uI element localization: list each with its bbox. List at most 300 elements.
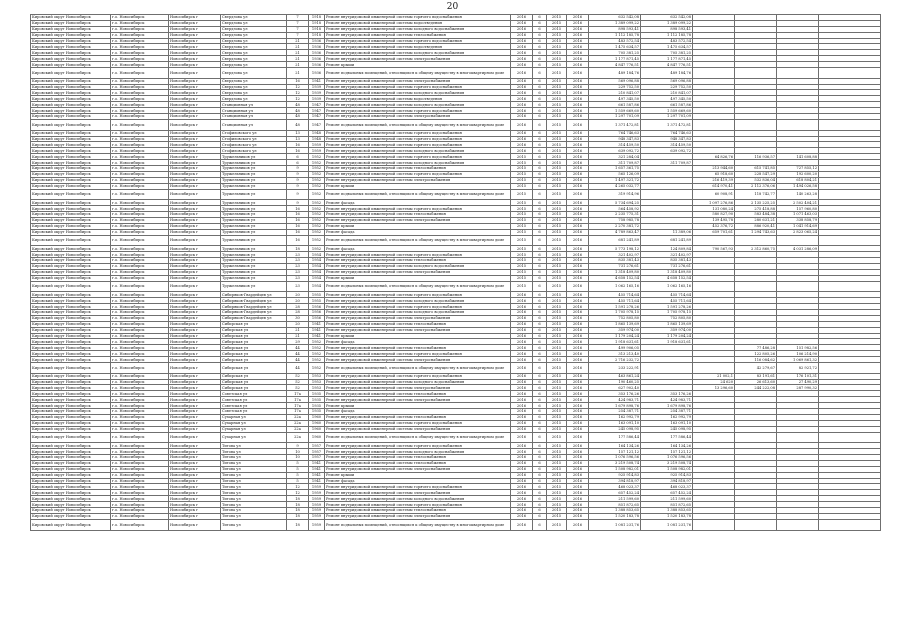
cell-municipality: г.о. Новосибирск <box>111 472 169 478</box>
cell-cost-c: 1 069 861,32 <box>777 357 819 363</box>
cell-start-year: 2015 <box>547 357 567 363</box>
cell-cost-total: 229 752,50 <box>589 84 641 90</box>
cell-start-year: 2015 <box>547 513 567 519</box>
cell-category: 6 <box>533 136 547 142</box>
cell-cost-total: 1 389 099,22 <box>589 20 641 26</box>
cell-work-type: Ремонт внутридомовой инженерной системы теплоснабжения <box>325 414 511 420</box>
cell-cost-total: 1 591 278,26 <box>589 304 641 310</box>
cell-settlement: Новосибирск г <box>169 345 221 351</box>
cell-end-year: 2016 <box>567 229 589 235</box>
cell-work-type: Ремонт фасада <box>325 229 511 235</box>
cell-work-type: Ремонт внутридомовой инженерной системы теплоснабжения <box>325 455 511 461</box>
cell-house-number: 16 <box>287 142 309 148</box>
cell-category: 6 <box>533 258 547 264</box>
cell-municipality: г.о. Новосибирск <box>111 519 169 530</box>
cell-municipality: г.о. Новосибирск <box>111 108 169 114</box>
cell-plan-year: 2015 <box>511 200 533 206</box>
cell-plan-year: 2016 <box>511 484 533 490</box>
cell-cost-total: 483 572,54 <box>589 38 641 44</box>
cell-municipality: г.о. Новосибирск <box>111 130 169 136</box>
cell-start-year: 2015 <box>547 449 567 455</box>
cell-cost-fund: 254 387,71 <box>641 409 693 415</box>
cell-plan-year: 2016 <box>511 20 533 26</box>
cell-end-year: 2016 <box>567 508 589 514</box>
cell-start-year: 2015 <box>547 252 567 258</box>
cell-settlement: Новосибирск г <box>169 96 221 102</box>
cell-municipality: г.о. Новосибирск <box>111 252 169 258</box>
cell-build-year: 1936 <box>309 68 325 79</box>
cell-street: Тружельников ул <box>221 165 287 171</box>
cell-house-number: 5 <box>287 460 309 466</box>
cell-street: Тружельников ул <box>221 171 287 177</box>
cell-category: 6 <box>533 443 547 449</box>
cell-municipality: г.о. Новосибирск <box>111 160 169 166</box>
cell-municipality: г.о. Новосибирск <box>111 96 169 102</box>
cell-start-year: 2015 <box>547 44 567 50</box>
cell-street: Тружельников ул <box>221 212 287 218</box>
cell-end-year: 2016 <box>567 403 589 409</box>
cell-cost-fund: 468 023,37 <box>641 484 693 490</box>
cell-category: 6 <box>533 102 547 108</box>
cell-cost-c <box>777 235 819 246</box>
cell-district: Кировский округ Новосибирск <box>31 519 111 530</box>
cell-end-year: 2016 <box>567 20 589 26</box>
cell-end-year: 2016 <box>567 217 589 223</box>
cell-street: Свердлова ул <box>221 26 287 32</box>
cell-municipality: г.о. Новосибирск <box>111 281 169 292</box>
cell-build-year: 1941 <box>309 333 325 339</box>
cell-municipality: г.о. Новосибирск <box>111 345 169 351</box>
cell-district: Кировский округ Новосибирск <box>31 432 111 443</box>
cell-cost-fund: 657 452,24 <box>641 490 693 496</box>
cell-category: 6 <box>533 460 547 466</box>
cell-build-year: 1960 <box>309 414 325 420</box>
cell-cost-total: 565 126,09 <box>589 171 641 177</box>
cell-cost-fund: 731 276,61 <box>641 263 693 269</box>
cell-cost-total: 4 789 863,47 <box>589 229 641 235</box>
cell-municipality: г.о. Новосибирск <box>111 263 169 269</box>
table-row <box>31 235 881 246</box>
cell-cost-b: 26 613,60 <box>735 379 777 385</box>
cell-district: Кировский округ Новосибирск <box>31 333 111 339</box>
cell-start-year: 2015 <box>547 508 567 514</box>
cell-work-type: Ремонт внутридомовой инженерной системы теплоснабжения <box>325 508 511 514</box>
cell-street: Титова ул <box>221 484 287 490</box>
cell-street: Тружельников ул <box>221 275 287 281</box>
cell-cost-a <box>693 281 735 292</box>
cell-district: Кировский округ Новосибирск <box>31 426 111 432</box>
cell-municipality: г.о. Новосибирск <box>111 490 169 496</box>
cell-municipality: г.о. Новосибирск <box>111 298 169 304</box>
cell-cost-total: 157 121,12 <box>589 449 641 455</box>
cell-end-year: 2016 <box>567 56 589 62</box>
cell-start-year: 2015 <box>547 362 567 373</box>
cell-house-number: 48 <box>287 108 309 114</box>
cell-street: Сибиряков-Гвардейцев ул <box>221 292 287 298</box>
cell-district: Кировский округ Новосибирск <box>31 472 111 478</box>
cell-start-year: 2015 <box>547 223 567 229</box>
cell-district: Кировский округ Новосибирск <box>31 130 111 136</box>
cell-category: 6 <box>533 275 547 281</box>
cell-house-number: 12 <box>287 84 309 90</box>
cell-plan-year: 2016 <box>511 472 533 478</box>
cell-build-year: 1935 <box>309 409 325 415</box>
cell-settlement: Новосибирск г <box>169 443 221 449</box>
cell-end-year: 2016 <box>567 32 589 38</box>
cell-settlement: Новосибирск г <box>169 154 221 160</box>
cell-work-type: Ремонт внутридомовой инженерной системы горячего водоснабжения <box>325 373 511 379</box>
cell-build-year: 1960 <box>309 420 325 426</box>
cell-cost-total: 5 734 694,25 <box>589 200 641 206</box>
cell-category: 6 <box>533 252 547 258</box>
cell-plan-year: 2015 <box>511 258 533 264</box>
cell-cost-total: 1 705 978,15 <box>589 309 641 315</box>
cell-house-number: 22а <box>287 420 309 426</box>
cell-plan-year: 2016 <box>511 38 533 44</box>
cell-build-year: 1952 <box>309 229 325 235</box>
cell-settlement: Новосибирск г <box>169 484 221 490</box>
cell-district: Кировский округ Новосибирск <box>31 321 111 327</box>
cell-district: Кировский округ Новосибирск <box>31 235 111 246</box>
cell-street: Свердлова ул <box>221 20 287 26</box>
cell-category: 6 <box>533 472 547 478</box>
cell-end-year: 2016 <box>567 263 589 269</box>
cell-settlement: Новосибирск г <box>169 26 221 32</box>
cell-settlement: Новосибирск г <box>169 189 221 200</box>
cell-category: 6 <box>533 108 547 114</box>
cell-house-number: 52 <box>287 379 309 385</box>
cell-cost-fund: 3 219 508,74 <box>641 460 693 466</box>
cell-cost-total: 2 270 381,72 <box>589 223 641 229</box>
cell-start-year: 2015 <box>547 108 567 114</box>
cell-cost-fund: 424 983,71 <box>641 397 693 403</box>
cell-build-year: 1952 <box>309 165 325 171</box>
cell-build-year: 1939 <box>309 84 325 90</box>
cell-plan-year: 2016 <box>511 321 533 327</box>
cell-street: Свердлова ул <box>221 32 287 38</box>
cell-street: Сибирская ул <box>221 351 287 357</box>
cell-cost-c: 338 858,79 <box>777 217 819 223</box>
cell-cost-total: 1 388 853,65 <box>589 508 641 514</box>
cell-cost-a <box>693 235 735 246</box>
cell-category: 6 <box>533 154 547 160</box>
cell-build-year: 1953 <box>309 373 325 379</box>
cell-municipality: г.о. Новосибирск <box>111 223 169 229</box>
cell-work-type: Ремонт подвальных помещений, относящихся к общему имуществу в многоквартирном доме <box>325 235 511 246</box>
cell-end-year: 2016 <box>567 478 589 484</box>
cell-category: 6 <box>533 44 547 50</box>
cell-district: Кировский округ Новосибирск <box>31 466 111 472</box>
cell-start-year: 2015 <box>547 114 567 120</box>
cell-street: Стофиловского ул <box>221 148 287 154</box>
cell-cost-b: 886 920,41 <box>735 223 777 229</box>
cell-municipality: г.о. Новосибирск <box>111 32 169 38</box>
cell-build-year: 1952 <box>309 235 325 246</box>
cell-end-year: 2016 <box>567 321 589 327</box>
cell-start-year: 2015 <box>547 426 567 432</box>
cell-cost-fund <box>641 362 693 373</box>
cell-cost-total: 1 076 596,56 <box>589 455 641 461</box>
cell-street: Титова ул <box>221 519 287 530</box>
cell-municipality: г.о. Новосибирск <box>111 62 169 68</box>
cell-municipality: г.о. Новосибирск <box>111 177 169 183</box>
cell-work-type: Ремонт внутридомовой инженерной системы электроснабжения <box>325 466 511 472</box>
cell-house-number: 9 <box>287 189 309 200</box>
cell-start-year: 2015 <box>547 309 567 315</box>
cell-cost-b: 83 191,61 <box>735 373 777 379</box>
cell-cost-fund: 1 388 853,65 <box>641 508 693 514</box>
cell-start-year: 2015 <box>547 502 567 508</box>
cell-cost-total: 835 381,43 <box>589 258 641 264</box>
cell-category: 6 <box>533 269 547 275</box>
cell-house-number: 44 <box>287 345 309 351</box>
cell-start-year: 2015 <box>547 15 567 21</box>
cell-category: 6 <box>533 171 547 177</box>
cell-settlement: Новосибирск г <box>169 56 221 62</box>
cell-cost-fund: 497 345,50 <box>641 96 693 102</box>
cell-street: Сибирская ул <box>221 357 287 363</box>
cell-end-year: 2016 <box>567 154 589 160</box>
cell-build-year: 1954 <box>309 258 325 264</box>
cell-note <box>819 362 881 373</box>
cell-house-number: 9 <box>287 183 309 189</box>
cell-district: Кировский округ Новосибирск <box>31 397 111 403</box>
cell-cost-fund: 1 076 596,56 <box>641 455 693 461</box>
cell-street: Свердлова ул <box>221 56 287 62</box>
cell-house-number: 21 <box>287 327 309 333</box>
cell-category: 6 <box>533 90 547 96</box>
cell-start-year: 2015 <box>547 391 567 397</box>
cell-cost-fund: 1 371 472,81 <box>641 119 693 130</box>
cell-end-year: 2016 <box>567 68 589 79</box>
cell-cost-fund: 835 381,43 <box>641 258 693 264</box>
cell-work-type: Ремонт подвальных помещений, относящихся к общему имуществу в многоквартирном доме <box>325 189 511 200</box>
cell-municipality: г.о. Новосибирск <box>111 68 169 79</box>
cell-settlement: Новосибирск г <box>169 20 221 26</box>
cell-work-type: Ремонт крыши <box>325 403 511 409</box>
cell-settlement: Новосибирск г <box>169 351 221 357</box>
cell-end-year: 2016 <box>567 177 589 183</box>
cell-cost-fund: 4 847 776,51 <box>641 62 693 68</box>
cell-district: Кировский округ Новосибирск <box>31 32 111 38</box>
cell-end-year: 2016 <box>567 108 589 114</box>
cell-cost-c: 287 990,32 <box>777 385 819 391</box>
cell-work-type: Ремонт внутридомовой инженерной системы холодного водоснабжения <box>325 379 511 385</box>
cell-street: Сухарная ул <box>221 432 287 443</box>
cell-municipality: г.о. Новосибирск <box>111 235 169 246</box>
cell-start-year: 2015 <box>547 315 567 321</box>
cell-build-year: 1936 <box>309 44 325 50</box>
cell-plan-year: 2016 <box>511 373 533 379</box>
cell-cost-total: 564 458,92 <box>589 206 641 212</box>
cell-cost-fund: 124 809,84 <box>641 246 693 252</box>
cell-district: Кировский округ Новосибирск <box>31 420 111 426</box>
cell-build-year: 1941 <box>309 321 325 327</box>
cell-house-number: 17а <box>287 409 309 415</box>
cell-cost-total: 1 679 898,76 <box>589 403 641 409</box>
cell-start-year: 2015 <box>547 263 567 269</box>
cell-plan-year: 2016 <box>511 478 533 484</box>
cell-category: 6 <box>533 292 547 298</box>
cell-category: 6 <box>533 298 547 304</box>
cell-street: Тружельников ул <box>221 252 287 258</box>
cell-district: Кировский округ Новосибирск <box>31 84 111 90</box>
cell-category: 6 <box>533 478 547 484</box>
cell-start-year: 2015 <box>547 246 567 252</box>
cell-plan-year: 2015 <box>511 269 533 275</box>
cell-cost-a <box>693 519 735 530</box>
cell-cost-total: 163 091,10 <box>589 420 641 426</box>
cell-district: Кировский округ Новосибирск <box>31 148 111 154</box>
cell-cost-fund: 11 389,06 <box>641 229 693 235</box>
cell-district: Кировский округ Новосибирск <box>31 56 111 62</box>
cell-plan-year: 2016 <box>511 78 533 84</box>
cell-category: 6 <box>533 217 547 223</box>
cell-end-year: 2016 <box>567 148 589 154</box>
cell-district: Кировский округ Новосибирск <box>31 38 111 44</box>
table-row <box>31 119 881 130</box>
cell-build-year: 1959 <box>309 490 325 496</box>
cell-settlement: Новосибирск г <box>169 298 221 304</box>
cell-district: Кировский округ Новосибирск <box>31 206 111 212</box>
cell-build-year: 1941 <box>309 466 325 472</box>
cell-work-type: Ремонт внутридомовой инженерной системы холодного водоснабжения <box>325 263 511 269</box>
cell-cost-total: 499 906,05 <box>589 345 641 351</box>
cell-house-number: 23 <box>287 269 309 275</box>
cell-work-type: Ремонт внутридомовой инженерной системы горячего водоснабжения <box>325 38 511 44</box>
cell-build-year: 1959 <box>309 484 325 490</box>
cell-street: Свердлова ул <box>221 96 287 102</box>
cell-build-year: 1947 <box>309 114 325 120</box>
cell-street: Свердлова ул <box>221 38 287 44</box>
cell-cost-b: 583 484,38 <box>735 212 777 218</box>
cell-start-year: 2015 <box>547 443 567 449</box>
cell-cost-total: 394 818,97 <box>589 478 641 484</box>
cell-build-year: 1952 <box>309 177 325 183</box>
cell-build-year: 1954 <box>309 263 325 269</box>
cell-build-year: 1952 <box>309 189 325 200</box>
cell-work-type: Ремонт внутридомовой инженерной системы холодного водоснабжения <box>325 50 511 56</box>
cell-cost-total: 1 177 871,45 <box>589 56 641 62</box>
cell-start-year: 2015 <box>547 96 567 102</box>
cell-cost-c <box>777 68 819 79</box>
cell-house-number: 5 <box>287 472 309 478</box>
cell-cost-fund: 210 841,07 <box>641 90 693 96</box>
cell-end-year: 2016 <box>567 206 589 212</box>
cell-street: Титова ул <box>221 502 287 508</box>
cell-cost-b: 615 741,85 <box>735 165 777 171</box>
cell-cost-a: 216 419,39 <box>693 177 735 183</box>
cell-municipality: г.о. Новосибирск <box>111 114 169 120</box>
cell-municipality: г.о. Новосибирск <box>111 443 169 449</box>
cell-plan-year: 2015 <box>511 235 533 246</box>
cell-municipality: г.о. Новосибирск <box>111 26 169 32</box>
cell-cost-total: 4 658 152,54 <box>589 275 641 281</box>
cell-cost-c <box>777 119 819 130</box>
cell-cost-total: 314 459,50 <box>589 142 641 148</box>
cell-cost-b: 2 112 376,06 <box>735 183 777 189</box>
cell-cost-fund: 925 914,83 <box>641 472 693 478</box>
cell-settlement: Новосибирск г <box>169 449 221 455</box>
cell-category: 6 <box>533 339 547 345</box>
cell-build-year: 1918 <box>309 20 325 26</box>
cell-build-year: 1952 <box>309 200 325 206</box>
cell-municipality: г.о. Новосибирск <box>111 403 169 409</box>
cell-cost-total: 177 586,44 <box>589 432 641 443</box>
cell-cost-total: 1 371 472,81 <box>589 119 641 130</box>
cell-cost-fund: 705 381,25 <box>641 50 693 56</box>
cell-settlement: Новосибирск г <box>169 420 221 426</box>
cell-district: Кировский округ Новосибирск <box>31 189 111 200</box>
cell-category: 6 <box>533 327 547 333</box>
cell-plan-year: 2015 <box>511 281 533 292</box>
cell-district: Кировский округ Новосибирск <box>31 160 111 166</box>
cell-street: Свердлова ул <box>221 15 287 21</box>
cell-cost-fund: 353 176,26 <box>641 391 693 397</box>
cell-district: Кировский округ Новосибирск <box>31 460 111 466</box>
cell-street: Титова ул <box>221 490 287 496</box>
cell-end-year: 2016 <box>567 391 589 397</box>
cell-district: Кировский округ Новосибирск <box>31 490 111 496</box>
cell-cost-fund: 1 705 978,15 <box>641 309 693 315</box>
cell-cost-total: 948 347,83 <box>589 136 641 142</box>
cell-house-number: 21 <box>287 56 309 62</box>
cell-work-type: Ремонт подвальных помещений, относящихся к общему имуществу в многоквартирном доме <box>325 119 511 130</box>
cell-street: Сухарная ул <box>221 426 287 432</box>
cell-house-number: 20 <box>287 292 309 298</box>
cell-category: 6 <box>533 26 547 32</box>
cell-build-year: 1953 <box>309 385 325 391</box>
cell-start-year: 2015 <box>547 68 567 79</box>
cell-district: Кировский округ Новосибирск <box>31 298 111 304</box>
cell-house-number: 21 <box>287 333 309 339</box>
cell-settlement: Новосибирск г <box>169 136 221 142</box>
cell-plan-year: 2015 <box>511 206 533 212</box>
cell-category: 6 <box>533 200 547 206</box>
cell-cost-a: 614 970,41 <box>693 183 735 189</box>
cell-municipality: г.о. Новосибирск <box>111 38 169 44</box>
cell-start-year: 2015 <box>547 212 567 218</box>
cell-work-type: Ремонт внутридомовой инженерной системы теплоснабжения <box>325 345 511 351</box>
cell-house-number: 23 <box>287 263 309 269</box>
cell-street: Сибирская ул <box>221 345 287 351</box>
cell-district: Кировский округ Новосибирск <box>31 200 111 206</box>
cell-cost-a: 452 376,72 <box>693 223 735 229</box>
cell-street: Титова ул <box>221 460 287 466</box>
cell-cost-b: 118 742,77 <box>735 189 777 200</box>
cell-house-number: 29 <box>287 339 309 345</box>
cell-settlement: Новосибирск г <box>169 502 221 508</box>
cell-category: 6 <box>533 38 547 44</box>
cell-district: Кировский округ Новосибирск <box>31 142 111 148</box>
cell-house-number: 13 <box>287 130 309 136</box>
cell-work-type: Ремонт внутридомовой инженерной системы электроснабжения <box>325 114 511 120</box>
cell-street: Советская ул <box>221 397 287 403</box>
cell-district: Кировский округ Новосибирск <box>31 212 111 218</box>
cell-street: Титова ул <box>221 449 287 455</box>
table-row <box>31 189 881 200</box>
cell-cost-total: 2 235 775,31 <box>589 212 641 218</box>
cell-cost-fund: 163 091,10 <box>641 420 693 426</box>
cell-settlement: Новосибирск г <box>169 275 221 281</box>
cell-street: Тружельников ул <box>221 189 287 200</box>
cell-start-year: 2015 <box>547 189 567 200</box>
cell-end-year: 2016 <box>567 160 589 166</box>
cell-settlement: Новосибирск г <box>169 177 221 183</box>
cell-street: Тружельников ул <box>221 223 287 229</box>
cell-build-year: 1954 <box>309 269 325 275</box>
cell-plan-year: 2016 <box>511 15 533 21</box>
